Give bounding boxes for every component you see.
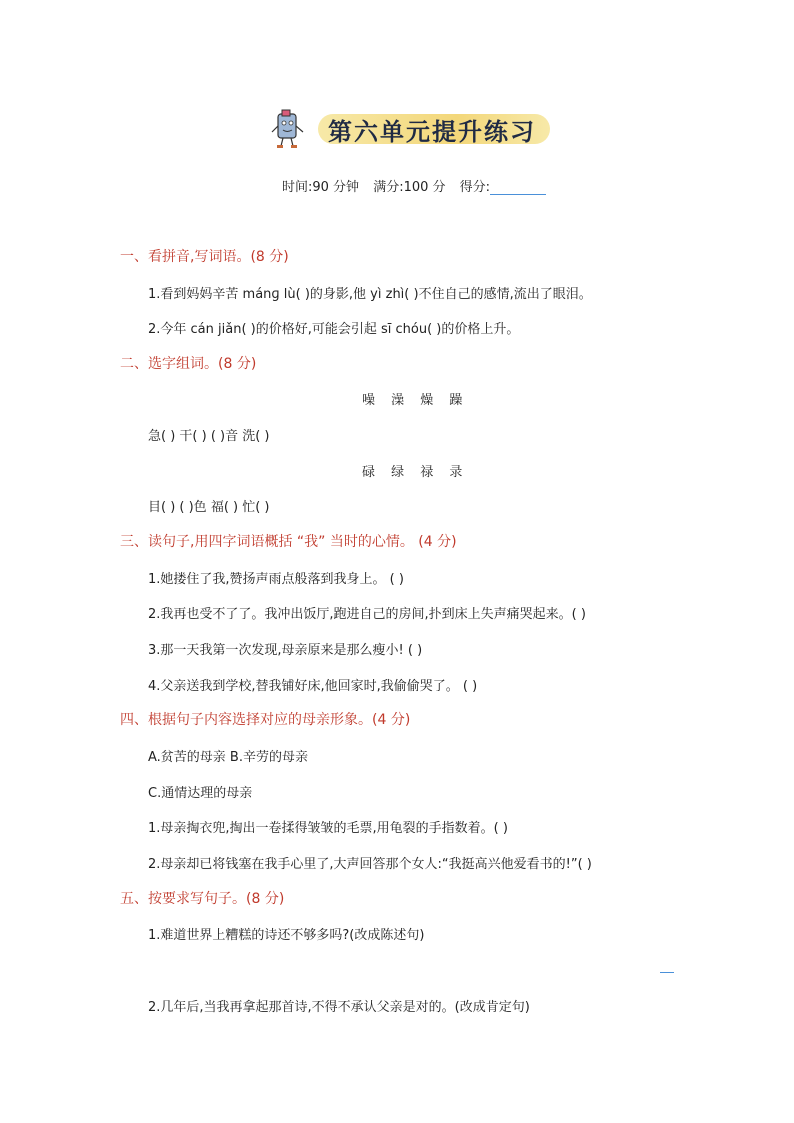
s4-option-c: C.通情达理的母亲 — [148, 786, 253, 801]
s2-char-set-2: 碌 绿 禄 录 — [362, 465, 469, 480]
s5-question-2: 2.几年后,当我再拿起那首诗,不得不承认父亲是对的。(改成肯定句) — [148, 1000, 530, 1015]
time-info: 时间:90 分钟 — [282, 180, 360, 195]
score-blank[interactable] — [490, 182, 546, 195]
s4-question-1: 1.母亲掏衣兜,掏出一卷揉得皱皱的毛票,用龟裂的手指数着。( ) — [148, 821, 508, 836]
s2-row-2: 目( ) ( )色 福( ) 忙( ) — [148, 500, 270, 515]
s4-question-2: 2.母亲却已将钱塞在我手心里了,大声回答那个女人:“我挺高兴他爱看书的!”( ) — [148, 857, 592, 872]
full-score-info: 满分:100 分 — [373, 180, 446, 195]
s2-row-1: 急( ) 干( ) ( )音 洗( ) — [148, 429, 270, 444]
s1-question-2: 2.今年 cán jiǎn( )的价格好,可能会引起 sī chóu( )的价格上升。 — [148, 322, 520, 337]
book-mascot-icon — [268, 104, 310, 150]
exam-meta — [282, 176, 556, 195]
page-title: 第六单元提升练习 — [328, 117, 536, 146]
s3-question-1: 1.她搂住了我,赞扬声雨点般落到我身上。 ( ) — [148, 572, 404, 587]
score-label: 得分: — [459, 180, 491, 195]
section-1-heading: 一、看拼音,写词语。(8 分) — [120, 249, 289, 265]
s3-question-3: 3.那一天我第一次发现,母亲原来是那么瘦小! ( ) — [148, 643, 423, 658]
s2-char-set-1: 噪 澡 燥 躁 — [362, 393, 469, 408]
s5-question-1: 1.难道世界上糟糕的诗还不够多吗?(改成陈述句) — [148, 928, 425, 943]
section-2-heading: 二、选字组词。(8 分) — [120, 356, 257, 372]
s4-options-ab: A.贫苦的母亲 B.辛劳的母亲 — [148, 750, 308, 765]
section-5-heading: 五、按要求写句子。(8 分) — [120, 891, 285, 907]
s1-question-1: 1.看到妈妈辛苦 mánɡ lù( )的身影,他 yì zhì( )不住自己的感情,流出了眼泪。 — [148, 287, 592, 302]
answer-line[interactable] — [660, 972, 674, 973]
section-3-heading: 三、读句子,用四字词语概括 “我” 当时的心情。 (4 分) — [120, 534, 457, 550]
title-banner — [268, 104, 558, 150]
s3-question-2: 2.我再也受不了了。我冲出饭厅,跑进自己的房间,扑到床上失声痛哭起来。( ) — [148, 607, 586, 622]
section-4-heading: 四、根据句子内容选择对应的母亲形象。(4 分) — [120, 712, 411, 728]
s3-question-4: 4.父亲送我到学校,替我铺好床,他回家时,我偷偷哭了。 ( ) — [148, 679, 478, 694]
